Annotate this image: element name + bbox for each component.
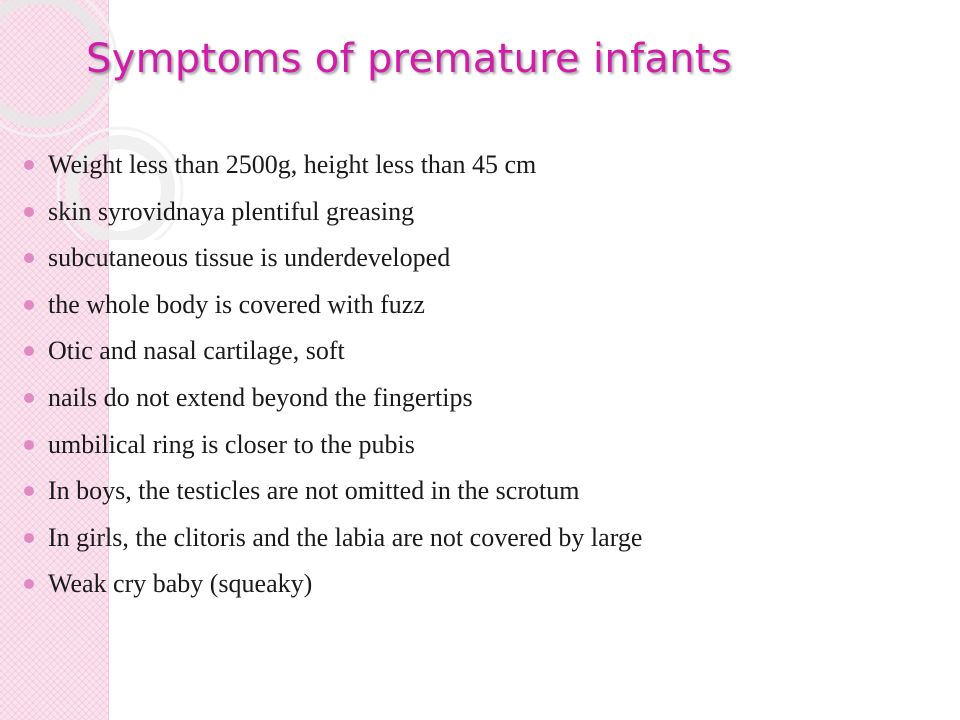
- bullet-text: skin syrovidnaya plentiful greasing: [48, 196, 415, 226]
- bullet-text: subcutaneous tissue is underdeveloped: [48, 243, 451, 273]
- list-item: [24, 518, 642, 565]
- bullet-icon: [24, 160, 34, 170]
- bullet-icon: [24, 486, 34, 496]
- bullet-icon: [24, 300, 34, 310]
- list-item: [24, 285, 642, 332]
- bullet-icon: [24, 253, 34, 263]
- bullet-text: umbilical ring is closer to the pubis: [48, 429, 415, 459]
- list-item: [24, 192, 642, 239]
- slide-title: Symptoms of premature infants: [86, 36, 732, 82]
- list-item: [24, 425, 642, 472]
- bullet-icon: [24, 533, 34, 543]
- bullet-icon: [24, 440, 34, 450]
- list-item: [24, 471, 642, 518]
- bullet-text: nails do not extend beyond the fingertips: [48, 382, 473, 412]
- bullet-text: In girls, the clitoris and the labia are not covered by large: [48, 522, 643, 552]
- bullet-text: Weight less than 2500g, height less than 45 cm: [48, 150, 537, 179]
- list-item: [24, 331, 642, 378]
- bullet-icon: [24, 207, 34, 217]
- bullet-list: [24, 145, 642, 611]
- list-item: [24, 564, 642, 611]
- bullet-text: Otic and nasal cartilage, soft: [48, 336, 345, 366]
- list-item: [24, 238, 642, 285]
- list-item: [24, 145, 642, 192]
- bullet-text: Weak cry baby (squeaky): [48, 569, 313, 599]
- bullet-text: the whole body is covered with fuzz: [48, 289, 425, 319]
- bullet-icon: [24, 393, 34, 403]
- bullet-icon: [24, 579, 34, 589]
- bullet-icon: [24, 346, 34, 356]
- list-item: [24, 378, 642, 425]
- bullet-text: In boys, the testicles are not omitted in the scrotum: [48, 476, 580, 506]
